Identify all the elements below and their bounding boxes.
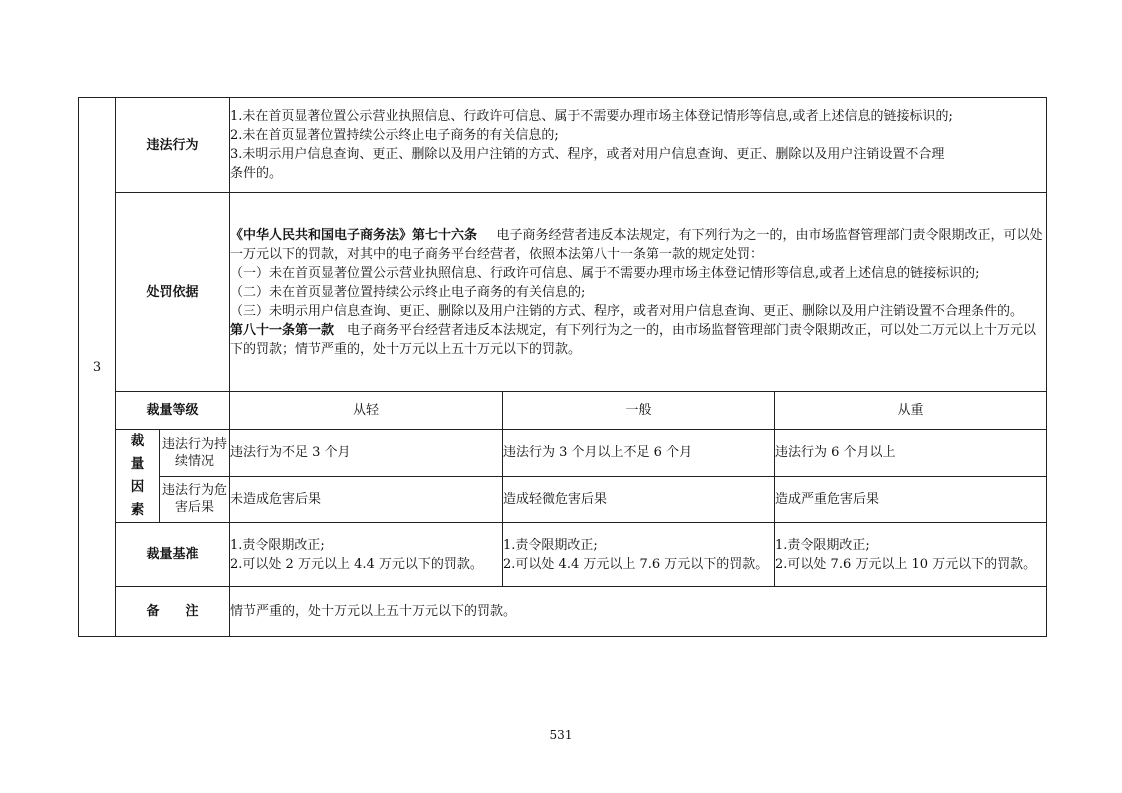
remark-row <box>79 587 1047 637</box>
article-81-text: 电子商务平台经营者违反本法规定，有下列行为之一的，由市场监督管理部门责令限期改正，可以处二万元以上十万元以下的罚款；情节严重的，处十万元以上五十万元以下的罚款。 <box>230 322 1037 357</box>
remark-label-char-2: 注 <box>185 604 199 619</box>
standard-heavy-line-2: 2.可以处 7.6 万元以上 10 万元以下的罚款。 <box>775 556 1037 572</box>
basis-label: 处罚依据 <box>116 193 230 392</box>
harm-normal: 造成轻微危害后果 <box>503 476 775 523</box>
standard-heavy <box>775 523 1047 587</box>
levels-row <box>79 392 1047 430</box>
standard-normal-line-1: 1.责令限期改正; <box>503 537 598 553</box>
basis-paragraph-81 <box>230 321 1046 359</box>
standard-light-line-1: 1.责令限期改正; <box>230 537 325 553</box>
standard-heavy-line-1: 1.责令限期改正; <box>775 537 870 553</box>
row-number: 3 <box>79 98 116 637</box>
harm-light: 未造成危害后果 <box>230 476 503 523</box>
level-normal: 一般 <box>503 392 775 430</box>
standard-normal-line-2: 2.可以处 4.4 万元以上 7.6 万元以下的罚款。 <box>503 556 769 572</box>
duration-heavy: 违法行为 6 个月以上 <box>775 430 1047 477</box>
violation-row <box>79 98 1047 193</box>
violation-line-3: 3.未明示用户信息查询、更正、删除以及用户注销的方式、程序，或者对用户信息查询、更正、删除以及用户注销设置不合理 <box>230 147 945 162</box>
basis-item-2: （二）未在首页显著位置持续公示终止电子商务的有关信息的; <box>230 284 586 300</box>
law-title: 《中华人民共和国电子商务法》第七十六条 <box>230 227 478 243</box>
penalty-discretion-table <box>78 97 1047 637</box>
basis-paragraph-1 <box>230 226 1046 264</box>
factors-label-char-2: 量 <box>130 456 145 472</box>
basis-item-3: （三）未明示用户信息查询、更正、删除以及用户注销的方式、程序，或者对用户信息查询、更正、删除以及用户注销设置不合理条件的。 <box>230 303 1024 319</box>
factor-harm-label: 违法行为危害后果 <box>160 476 230 523</box>
remark-label-char-1: 备 <box>146 604 160 619</box>
level-heavy: 从重 <box>775 392 1047 430</box>
violation-line-2: 2.未在首页显著位置持续公示终止电子商务的有关信息的; <box>230 128 559 143</box>
violation-content <box>230 98 1047 193</box>
factor-duration-row <box>79 430 1047 477</box>
factor-duration-label: 违法行为持续情况 <box>160 430 230 477</box>
remark-text: 情节严重的，处十万元以上五十万元以下的罚款。 <box>230 587 1047 637</box>
violation-line-4: 条件的。 <box>230 166 283 181</box>
standard-label: 裁量基准 <box>116 523 230 587</box>
law-text: 电子商务经营者违反本法规定，有下列行为之一的，由市场监督管理部门责令限期改正，可以处一万元以下的罚款，对其中的电子商务平台经营者，依照本法第八十一条第一款的规定处罚： <box>230 227 1043 262</box>
remark-label <box>116 587 230 637</box>
level-light: 从轻 <box>230 392 503 430</box>
duration-light: 违法行为不足 3 个月 <box>230 430 503 477</box>
standard-normal <box>503 523 775 587</box>
article-81-title: 第八十一条第一款 <box>230 322 335 338</box>
violation-line-1: 1.未在首页显著位置公示营业执照信息、行政许可信息、属于不需要办理市场主体登记情形等信息,或者上述信息的链接标识的; <box>230 109 953 124</box>
levels-label: 裁量等级 <box>116 392 230 430</box>
basis-row <box>79 193 1047 392</box>
standard-light-line-2: 2.可以处 2 万元以上 4.4 万元以下的罚款。 <box>230 556 483 572</box>
violation-label: 违法行为 <box>116 98 230 193</box>
standard-row <box>79 523 1047 587</box>
harm-heavy: 造成严重危害后果 <box>775 476 1047 523</box>
factors-label <box>116 430 160 523</box>
page-number: 531 <box>549 728 573 742</box>
standard-light <box>230 523 503 587</box>
basis-content <box>230 193 1047 392</box>
duration-normal: 违法行为 3 个月以上不足 6 个月 <box>503 430 775 477</box>
factors-label-char-3: 因 <box>130 479 145 495</box>
factor-harm-row <box>79 476 1047 523</box>
factors-label-char-4: 素 <box>130 502 145 518</box>
factors-label-char-1: 裁 <box>130 433 145 449</box>
basis-item-1: （一）未在首页显著位置公示营业执照信息、行政许可信息、属于不需要办理市场主体登记情形等信息,或者上述信息的链接标识的; <box>230 265 980 281</box>
